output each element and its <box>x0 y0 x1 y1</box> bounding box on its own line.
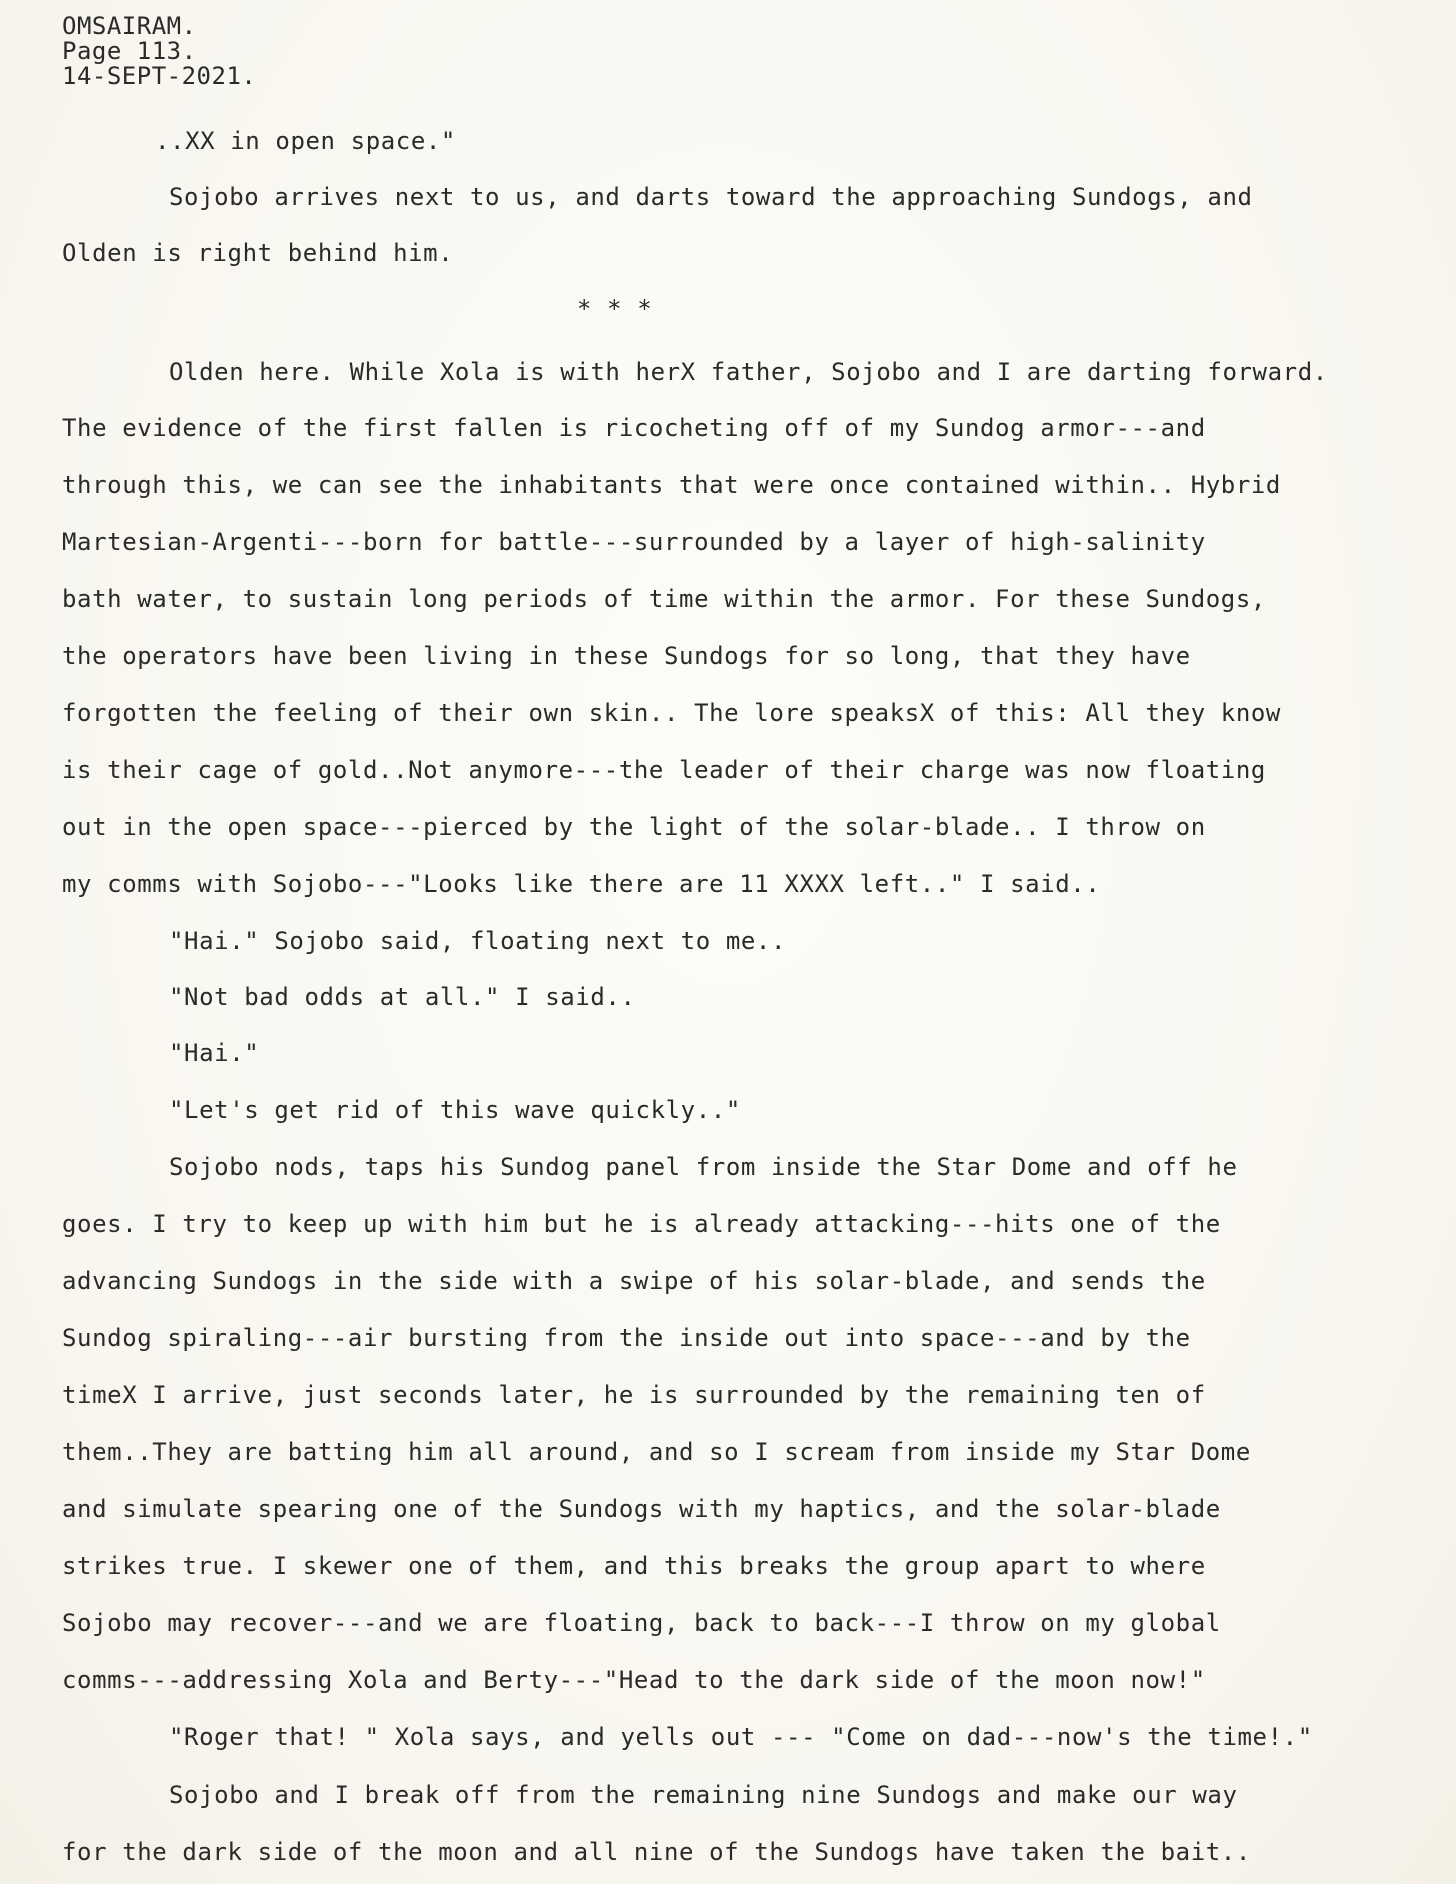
section-break: * * * <box>577 295 653 323</box>
text-line: The evidence of the first fallen is ricocheting off of my Sundog armor---and <box>62 414 1206 442</box>
text-line: Martesian-Argenti---born for battle---surrounded by a layer of high-salinity <box>62 528 1206 556</box>
text-line: Olden is right behind him. <box>62 239 454 267</box>
text-line: advancing Sundogs in the side with a swipe of his solar-blade, and sends the <box>62 1267 1206 1295</box>
page-header <box>62 14 256 89</box>
text-line: my comms with Sojobo---"Looks like there are 11 XXXX left.." I said.. <box>62 870 1101 898</box>
text-line: "Roger that! " Xola says, and yells out --- "Come on dad---now's the time!." <box>169 1723 1313 1751</box>
text-line: Sojobo nods, taps his Sundog panel from inside the Star Dome and off he <box>169 1153 1238 1181</box>
header-line-1: OMSAIRAM. <box>62 12 197 40</box>
text-line: timeX I arrive, just seconds later, he is surrounded by the remaining ten of <box>62 1381 1206 1409</box>
text-line: Olden here. While Xola is with herX father, Sojobo and I are darting forward. <box>169 358 1328 386</box>
text-line: out in the open space---pierced by the light of the solar-blade.. I throw on <box>62 813 1206 841</box>
text-line: Sundog spiraling---air bursting from the inside out into space---and by the <box>62 1324 1191 1352</box>
text-line: Sojobo may recover---and we are floating, back to back---I throw on my global <box>62 1609 1221 1637</box>
text-line: through this, we can see the inhabitants that were once contained within.. Hybrid <box>62 471 1281 499</box>
text-line: "Hai." Sojobo said, floating next to me.. <box>169 927 787 955</box>
text-line: bath water, to sustain long periods of time within the armor. For these Sundogs, <box>62 585 1266 613</box>
text-line: Sojobo arrives next to us, and darts toward the approaching Sundogs, and <box>169 183 1253 211</box>
text-line: them..They are batting him all around, and so I scream from inside my Star Dome <box>62 1438 1251 1466</box>
header-line-2: Page 113. <box>62 37 197 65</box>
text-line: is their cage of gold..Not anymore---the leader of their charge was now floating <box>62 756 1266 784</box>
text-line: strikes true. I skewer one of them, and this breaks the group apart to where <box>62 1552 1206 1580</box>
text-line: and simulate spearing one of the Sundogs with my haptics, and the solar-blade <box>62 1495 1221 1523</box>
text-line: forgotten the feeling of their own skin.. The lore speaksX of this: All they know <box>62 699 1281 727</box>
text-line: goes. I try to keep up with him but he is already attacking---hits one of the <box>62 1210 1221 1238</box>
text-line: "Hai." <box>169 1039 260 1067</box>
text-line: comms---addressing Xola and Berty---"Head to the dark side of the moon now!" <box>62 1666 1206 1694</box>
text-line: for the dark side of the moon and all nine of the Sundogs have taken the bait.. <box>62 1838 1251 1866</box>
text-line: "Not bad odds at all." I said.. <box>169 983 636 1011</box>
text-line: ..XX in open space." <box>155 127 456 155</box>
text-line: "Let's get rid of this wave quickly.." <box>169 1096 741 1124</box>
header-line-3: 14-SEPT-2021. <box>62 62 257 90</box>
text-line: the operators have been living in these Sundogs for so long, that they have <box>62 642 1191 670</box>
text-line: Sojobo and I break off from the remaining nine Sundogs and make our way <box>169 1781 1238 1809</box>
